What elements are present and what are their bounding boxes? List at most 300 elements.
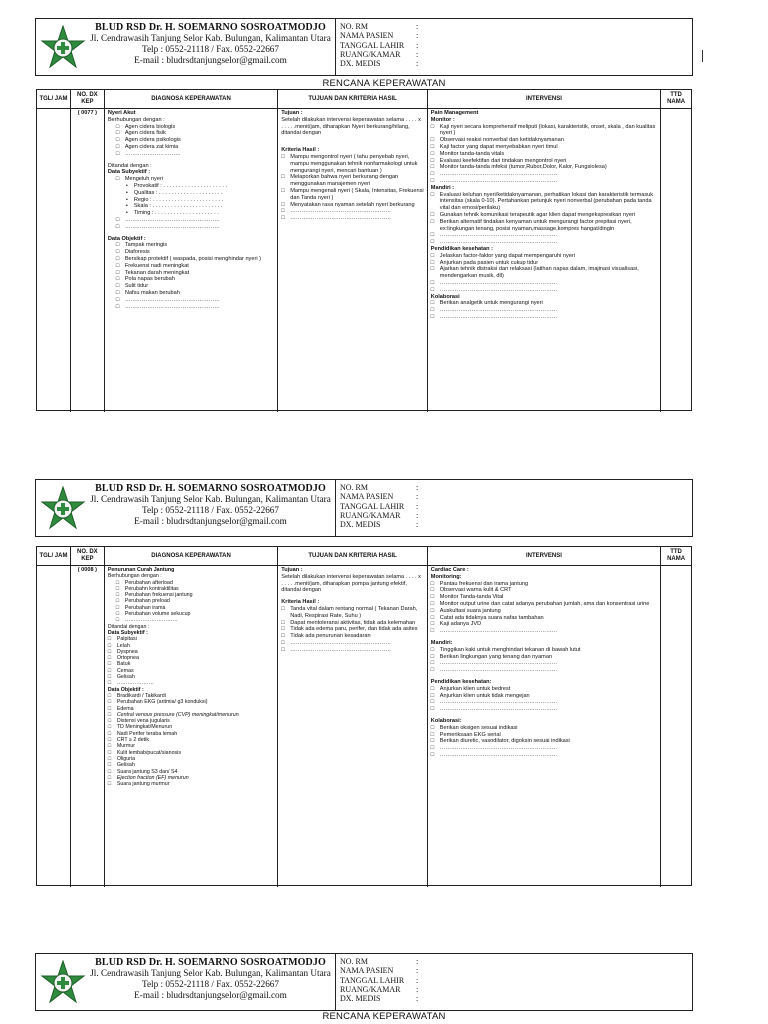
checkbox-label: Anjurkan klien untuk tidak mengejan [439,692,530,699]
checkbox-item[interactable] [431,752,657,759]
checkbox-icon[interactable]: □ [107,711,112,718]
bullet-icon: • [125,210,128,217]
checkbox-icon[interactable]: □ [107,667,112,674]
hospital-header-1 [35,18,693,76]
checkbox-label: Batuk [116,661,131,668]
checkbox-item[interactable] [431,745,657,752]
checkbox-label: ……………………………………………………… [439,232,558,239]
checkbox-icon[interactable]: □ [115,283,120,290]
checkbox-label: ……………………………………………………… [439,177,558,184]
checkbox-icon[interactable]: □ [115,137,120,144]
checkbox-item[interactable] [116,276,274,283]
education-list [431,253,657,294]
bullet-item [108,183,274,190]
checkbox-item[interactable] [108,781,274,787]
checkbox-label: Perubahan volume sekucup [124,611,191,618]
checkbox-icon[interactable]: □ [115,276,120,283]
checkbox-label: Nafsu makan berubah [124,289,180,296]
patient-info [336,480,692,536]
hospital-info [36,480,336,536]
checkbox-label: TD Meningkat/Menurun [116,724,173,731]
checkbox-icon[interactable]: □ [107,718,112,725]
checkbox-icon[interactable]: □ [115,303,120,310]
checkbox-label: ……………………………………………………… [439,171,558,178]
checkbox-icon[interactable]: □ [430,279,435,286]
checkbox-icon[interactable]: □ [430,157,435,164]
checkbox-icon[interactable]: □ [430,177,435,184]
col-tgl: TGL/ JAM [37,547,71,565]
checkbox-icon[interactable]: □ [115,176,120,183]
checkbox-label: Edema [116,705,134,712]
checkbox-item[interactable] [431,654,657,661]
patient-row: NO. RM : [340,22,419,31]
checkbox-item[interactable] [431,178,657,185]
hospital-info [36,19,336,75]
checkbox-icon[interactable]: □ [107,724,112,731]
checkbox-label: Jelaskan factor-faktor yang dapat mempengaruhi nyeri [439,252,576,259]
checkbox-item[interactable] [281,640,424,647]
checkbox-label: Kaji adanya JVD [439,621,482,628]
checkbox-label: ……………………………………………………… [439,751,558,758]
checkbox-label: Agen cidera zat kimia [124,143,179,150]
checkbox-icon[interactable]: □ [281,208,285,215]
checkbox-item[interactable] [431,137,657,144]
checkbox-icon[interactable]: □ [107,730,112,737]
objective-list [108,693,274,787]
checkbox-item[interactable] [116,290,274,297]
checkbox-item[interactable] [281,626,424,633]
checkbox-icon[interactable]: □ [430,731,435,738]
checkbox-item[interactable] [431,124,657,138]
checkbox-icon[interactable]: □ [430,667,435,674]
checkbox-icon[interactable]: □ [430,692,435,699]
checkbox-item[interactable] [431,615,657,622]
checkbox-item[interactable] [431,212,657,219]
checkbox-item[interactable] [281,174,424,188]
hospital-phone: Telp : 0552-21118 / Fax. 0552-22667 [142,505,279,515]
checkbox-item[interactable] [281,154,424,174]
checkbox-item[interactable] [116,242,274,249]
checkbox-icon[interactable]: □ [115,296,120,303]
checkbox-label: Kaji nyeri secara komprehensif meliputi (lokasi, karakteristik, onset, skala , dan kualitas nyeri ) [439,123,656,137]
checkbox-icon[interactable]: □ [107,661,112,668]
hospital-name: BLUD RSD Dr. H. SOEMARNO SOSROATMODJO [95,957,326,968]
checkbox-icon[interactable]: □ [430,211,435,218]
patient-row: NO. RM : [340,483,419,492]
checkbox-icon[interactable]: □ [115,262,120,269]
checkbox-label: Sulit tidur [124,283,149,290]
checkbox-icon[interactable]: □ [115,249,120,256]
checkbox-icon[interactable]: □ [430,252,435,259]
checkbox-icon[interactable]: □ [430,191,435,198]
checkbox-item[interactable] [431,164,657,171]
patient-row: NAMA PASIEN : [340,492,419,502]
checkbox-label: Tinggikan kaki untuk menghindari tekanan di bawah lutut [439,646,581,653]
checkbox-icon[interactable]: □ [115,216,120,223]
checkbox-item[interactable] [431,738,657,745]
col-nodx: NO. DX KEP [71,547,105,565]
checkbox-icon[interactable]: □ [281,605,285,612]
checkbox-item[interactable] [431,594,657,601]
hospital-phone: Telp : 0552-21118 / Fax. 0552-22667 [142,979,279,989]
bullet-item [108,197,274,204]
hospital-phone: Telp : 0552-21118 / Fax. 0552-22667 [142,44,279,54]
table-header [37,90,691,109]
checkbox-icon[interactable]: □ [281,619,285,626]
checkbox-item[interactable] [281,215,424,222]
checkbox-icon[interactable]: □ [430,607,435,614]
checkbox-label: ……………………………………………………… [439,699,558,706]
checkbox-icon[interactable]: □ [115,585,120,592]
patient-info [336,19,692,75]
subjective-list [108,636,274,686]
checkbox-icon[interactable]: □ [107,755,112,762]
checkbox-item[interactable] [431,587,657,594]
hospital-header-2 [35,479,693,537]
diagnosis-title: Nyeri Akut [107,110,136,116]
col-nodx: NO. DX KEP [71,90,105,108]
bullet-label: Regio : . . . . . . . . . . . . . . . . . . . . . . . [133,196,224,203]
checkbox-item[interactable] [116,144,274,151]
checkbox-icon[interactable]: □ [430,232,435,239]
checkbox-icon[interactable]: □ [107,762,112,769]
checkbox-item[interactable] [431,693,657,700]
checkbox-item[interactable] [431,725,657,732]
cell-intervensi: Cardiac Care : Monitoring: □ Pantau frekuensi dan irama jantung □ Observasi warna kulit & CRT □ Monitor Tanda-tanda Vital □ Monitor output urine dan catat adanya perubahan jumlah, ama dan konsentrasi urine □ Auskultasi suara jantung □ Catat ada tidaknya suara nafas tambahan □ Kaji adanya JVD □ ……………………………………………………… Mandiri: □ Tinggikan kaki untuk menghindari tekanan di bawah lutut □ Berikan lingkungan yang tenang dan nyaman □ ……………………………………………………… □ ……………………………………………………… Pendidikan kesehatan: □ Anjurkan klien untuk bedrest □ Anjurkan klien untuk tidak mengejan □ ……………………………………………………… □ ……………………………………………………… Kolaborasi: □ Berikan oksigen sesuai indikasi □ Pemeriksaan EKG serial □ Berikan diuretic, vasodilator, digoksin sesuai indikasi □ ……………………………………………………… □ ……………………………………………………… [428,566,661,887]
checkbox-item[interactable] [431,732,657,739]
checkbox-icon[interactable]: □ [107,705,112,712]
checkbox-item[interactable] [281,633,424,640]
checkbox-icon[interactable]: □ [430,751,435,758]
cell-tgl [37,109,71,412]
checkbox-icon[interactable]: □ [430,646,435,653]
checkbox-icon[interactable]: □ [107,642,112,649]
checkbox-icon[interactable]: □ [107,781,112,788]
mandiri-list [431,647,657,674]
checkbox-icon[interactable]: □ [430,266,435,273]
pqrst-list [108,183,274,217]
education-list [431,686,657,713]
checkbox-icon[interactable]: □ [430,300,435,307]
checkbox-item[interactable] [281,188,424,202]
checkbox-icon[interactable]: □ [281,174,285,181]
checkbox-item[interactable] [116,304,274,311]
checkbox-label: Perubahan irama [124,604,166,611]
objective-list [108,242,274,310]
checkbox-label: Tekanan darah meningkat [124,269,190,276]
checkbox-item[interactable] [431,239,657,246]
col-tujuan: TUJUAN DAN KRITERIA HASIL [278,90,428,108]
checkbox-label: Perubahan EKG (aritmia/ g3 konduksi) [116,699,208,706]
checkbox-item[interactable] [431,608,657,615]
col-intervensi: INTERVENSI [428,90,661,108]
checkbox-item[interactable] [431,699,657,706]
patient-row: RUANG/KAMAR : [340,984,419,994]
checkbox-item[interactable] [431,287,657,294]
checkbox-label: Suara jantung murmur [116,781,170,788]
checkbox-label: ……………………………………………… [290,208,391,215]
checkbox-item[interactable] [116,263,274,270]
checkbox-icon[interactable]: □ [430,313,435,320]
checkbox-item[interactable] [431,706,657,713]
checkbox-icon[interactable]: □ [281,187,285,194]
checkbox-icon[interactable]: □ [107,737,112,744]
checkbox-icon[interactable]: □ [107,743,112,750]
checkbox-item[interactable] [431,192,657,212]
hospital-email: E-mail : bludrsdtanjungselor@gmail.com [134,55,287,65]
checkbox-icon[interactable]: □ [281,626,285,633]
checkbox-icon[interactable]: □ [430,286,435,293]
checkbox-icon[interactable]: □ [115,604,120,611]
checkbox-label: Perubahan afterload [124,579,173,586]
checkbox-icon[interactable]: □ [430,164,435,171]
criteria-list [281,606,424,654]
checkbox-icon[interactable]: □ [430,594,435,601]
patient-row: NAMA PASIEN : [340,966,419,976]
checkbox-label: Ajarkan tehnik distraksi dan relaksasi (latihan napas dalam, imajinasi visualisasi, mendengarkan musik, dll) [439,266,639,280]
checkbox-item[interactable] [116,270,274,277]
checkbox-label: Pola napas berubah [124,276,175,283]
checkbox-item[interactable] [431,158,657,165]
checkbox-label: Ortopnea [116,655,139,662]
checkbox-item[interactable] [116,297,274,304]
mandiri-list [431,192,657,246]
checkbox-label: Melaporkan bahwa nyeri berkurang dengan menggunakan manajemen nyeri [290,174,399,188]
checkbox-icon[interactable]: □ [430,239,435,246]
checkbox-item[interactable] [116,249,274,256]
checkbox-item[interactable] [281,606,424,620]
checkbox-item[interactable] [431,300,657,307]
bullet-item [108,190,274,197]
checkbox-item[interactable]: □ Mengeluh nyeri [115,176,164,183]
checkbox-item[interactable] [116,283,274,290]
checkbox-icon[interactable]: □ [281,215,285,222]
checkbox-item[interactable] [431,232,657,239]
checkbox-item[interactable] [116,151,274,158]
col-tujuan: TUJUAN DAN KRITERIA HASIL [278,547,428,565]
checkbox-label: Anjurkan pada pasien untuk cukup tidur [439,259,539,266]
checkbox-label: Evaluasi keluhan nyeri/ketidaknyamanan, perhatikan lokasi dan karakteristik termasuk intensitas (skala 0-10). Pertahankan petunjuk nyeri nonverbal (perubahan pada tanda vital dan emosi/perilaku) [439,191,654,212]
checkbox-item[interactable] [116,124,274,131]
blank-list [108,217,274,231]
checkbox-icon[interactable]: □ [430,660,435,667]
checkbox-icon[interactable]: □ [115,143,120,150]
checkbox-icon[interactable]: □ [430,137,435,144]
checkbox-icon[interactable]: □ [430,587,435,594]
checkbox-item[interactable] [431,266,657,280]
checkbox-icon[interactable]: □ [430,580,435,587]
bullet-label: Timing : . . . . . . . . . . . . . . . . . . . . . [133,210,219,217]
collaboration-list [431,300,657,320]
checkbox-item[interactable] [116,217,274,224]
col-diagnosa: DIAGNOSA KEPERAWATAN [105,547,278,565]
checkbox-label: ……………………………………………………… [439,286,558,293]
checkbox-label: Perubahan preload [124,598,170,605]
checkbox-icon[interactable]: □ [115,617,120,624]
checkbox-label: Mampu mengontrol nyeri ( tahu penyebab nyeri, mampu menggunakan tehnik nonfarmakologi untuk mengurangi nyeri, mencari bantuan ) [290,153,418,174]
checkbox-icon[interactable]: □ [430,738,435,745]
cell-intervensi: Pain Management Monitor : □ Kaji nyeri secara komprehensif meliputi (lokasi, karakteristik, onset, skala , dan kualitas nyeri ) □ Observasi reaksi nonverbal dan ketidaknyamanan □ Kaji factor yang dapat menyebabkan nyeri timul □ Monitor tanda-tanda vitals □ Evaluasi keefektifan dari tindakan mengontrol nyeri □ Monitor tanda-tanda infeksi (tumor,Rubor,Dolor, Kalor, Fungsiolesa) □ ……………………………………………………… □ ……………………………………………………… Mandiri : □ Evaluasi keluhan nyeri/ketidaknyamanan, perhatikan lokasi dan karakteristik termasuk intensitas (skala 0-10). Pertahankan petunjuk nyeri nonverbal (perubahan pada tanda vital dan emosi/perilaku) □ Gunakan tehnik komunikasi terapeutik agar klien dapat mengekspresikan nyeri □ Berikan alternatif tindakan kenyaman untuk mengurangi factor prepitasi nyeri, ex:lingkungan tenang, posisi nyaman,massage,kompres hangat/dingin □ ……………………………………………………… □ ……………………………………………………… Pendidikan kesehatan : □ Jelaskan factor-faktor yang dapat mempengaruhi nyeri □ Anjurkan pada pasien untuk cukup tidur □ Ajarkan tehnik distraksi dan relaksasi (latihan napas dalam, imajinasi visualisasi, mendengarkan musik, dll) □ ……………………………………………………… □ ……………………………………………………… Kolaborasi □ Berikan analgetik untuk mengurangi nyeri □ ……………………………………………………… □ ……………………………………………………… [428,109,661,412]
checkbox-icon[interactable]: □ [107,774,112,781]
checkbox-label: …………………………………………… [124,303,220,310]
checkbox-icon[interactable]: □ [107,655,112,662]
checkbox-item[interactable] [431,280,657,287]
col-diagnosa: DIAGNOSA KEPERAWATAN [105,90,278,108]
checkbox-label: Diaforesis [124,249,150,256]
checkbox-item[interactable] [431,647,657,654]
hospital-name: BLUD RSD Dr. H. SOEMARNO SOSROATMODJO [95,483,326,494]
checkbox-icon[interactable]: □ [430,307,435,314]
checkbox-label: Berikan diuretic, vasodilator, digoksin sesuai indikasi [439,738,570,745]
checkbox-item[interactable] [431,314,657,321]
hospital-logo-icon [40,25,86,71]
checkbox-item[interactable] [431,628,657,635]
checkbox-icon[interactable]: □ [107,768,112,775]
checkbox-icon[interactable]: □ [430,628,435,635]
checkbox-label: Nadi Perifer teraba lemah [116,730,178,737]
checkbox-item[interactable] [431,601,657,608]
patient-row: TANGGAL LAHIR : [340,975,419,985]
checkbox-label: ……………………………………………………… [439,745,558,752]
checkbox-label: Ejection fraction (EF) menurun [116,774,189,781]
checkbox-icon[interactable]: □ [107,636,112,643]
checkbox-icon[interactable]: □ [430,143,435,150]
checkbox-item[interactable] [431,581,657,588]
checkbox-item[interactable] [281,208,424,215]
checkbox-icon[interactable]: □ [430,621,435,628]
patient-row: DX. MEDIS : [340,59,419,69]
checkbox-icon[interactable]: □ [115,255,120,262]
checkbox-icon[interactable]: □ [115,611,120,618]
hospital-address: Jl. Cendrawasih Tanjung Selor Kab. Bulungan, Kalimantan Utara [90,494,331,504]
checkbox-label: Berikan oksigen sesuai indikasi [439,724,518,731]
checkbox-label: Observasi warna kulit & CRT [439,587,512,594]
checkbox-icon[interactable]: □ [281,201,285,208]
patient-row: RUANG/KAMAR : [340,510,419,520]
checkbox-icon[interactable]: □ [115,242,120,249]
checkbox-icon[interactable]: □ [107,692,112,699]
checkbox-item[interactable] [281,620,424,627]
checkbox-icon[interactable]: □ [430,600,435,607]
checkbox-icon[interactable]: □ [281,639,285,646]
checkbox-label: Perubahn kontraktilitas [124,585,179,592]
document-title: RENCANA KEPERAWATAN [322,1011,446,1022]
cause-list [108,124,274,158]
checkbox-icon[interactable]: □ [107,674,112,681]
checkbox-icon[interactable]: □ [115,579,120,586]
checkbox-icon[interactable]: □ [107,648,112,655]
checkbox-icon[interactable]: □ [107,680,112,687]
checkbox-item[interactable] [431,660,657,667]
checkbox-icon[interactable]: □ [430,653,435,660]
patient-row: TANGGAL LAHIR : [340,501,419,511]
checkbox-icon[interactable]: □ [430,218,435,225]
checkbox-item[interactable] [431,219,657,233]
hospital-name: BLUD RSD Dr. H. SOEMARNO SOSROATMODJO [95,22,326,33]
checkbox-label: ……………………………………………………… [439,313,558,320]
checkbox-label: Gunakan tehnik komunikasi terapeutik agar klien dapat mengekspresikan nyeri [439,211,636,218]
hospital-header-3 [35,953,693,1011]
checkbox-icon[interactable]: □ [430,724,435,731]
checkbox-item[interactable] [281,202,424,209]
checkbox-item[interactable] [431,171,657,178]
checkbox-item[interactable] [431,151,657,158]
checkbox-icon[interactable]: □ [115,289,120,296]
checkbox-item[interactable] [431,144,657,151]
checkbox-item[interactable] [116,137,274,144]
checkbox-item[interactable] [116,256,274,263]
col-ttd: TTD NAMA [667,549,686,562]
checkbox-label: Menyatakan rasa nyaman setelah nyeri berkurang [290,201,415,208]
checkbox-label: Catat ada tidaknya suara nafas tambahan [439,614,544,621]
dx-code: ( 0008 ) [71,566,105,887]
checkbox-icon[interactable]: □ [430,150,435,157]
checkbox-label: Oliguria [116,755,136,762]
checkbox-label: Distensi vena jugularis [116,718,170,725]
checkbox-item[interactable] [431,667,657,674]
checkbox-item[interactable] [116,130,274,137]
monitor-list [431,124,657,185]
checkbox-icon[interactable]: □ [430,706,435,713]
margin-mark [702,50,703,62]
cause-list [108,580,274,624]
checkbox-icon[interactable]: □ [281,153,285,160]
checkbox-icon[interactable]: □ [430,685,435,692]
bullet-icon: • [125,189,128,196]
cell-ttd [661,109,691,412]
criteria-list [281,154,424,222]
checkbox-item[interactable] [431,621,657,628]
hospital-address: Jl. Cendrawasih Tanjung Selor Kab. Bulungan, Kalimantan Utara [90,968,331,978]
cell-diagnosa: Nyeri Akut Berhubungan dengan : □ Agen cidera biologis □ Agen cidera fisik □ Agen cidera psikologis □ Agen cidera zat kimia □ ………………………… Ditandai dengan : Data Subyektif : □ Mengeluh nyeri • Provokatif : . . . . . . . . . . . . . . . . . . . . . • Qualitas : . . . . . . . . . . . . . . . . . . . . . • Regio : . . . . . . . . . . . . . . . . . . . . . . . • Skala : . . . . . . . . . . . . . . . . . . . . . . . • Timing : . . . . . . . . . . . . . . . . . . . . . □ …………………………………………… □ …………………………………………… Data Objektif : □ Tampak meringis □ Diaforesis □ Bersikap protektif ( waspada, posisi menghindar nyeri ) □ Frekuensi nadi meningkat □ Tekanan darah meningkat □ Pola napas berubah □ Sulit tidur □ Nafsu makan berubah □ …………………………………………… □ …………………………………………… [105,109,278,412]
checkbox-icon[interactable]: □ [430,123,435,130]
bullet-icon: • [125,203,128,210]
checkbox-item[interactable] [431,260,657,267]
checkbox-icon[interactable]: □ [115,150,120,157]
checkbox-icon[interactable]: □ [430,699,435,706]
checkbox-item[interactable] [116,224,274,231]
checkbox-icon[interactable]: □ [115,123,120,130]
checkbox-label: Observasi reaksi nonverbal dan ketidaknyamanan [439,137,564,144]
checkbox-item[interactable] [431,253,657,260]
checkbox-label: Pemeriksaan EKG serial [439,731,501,738]
checkbox-icon[interactable]: □ [430,745,435,752]
checkbox-item[interactable] [281,647,424,654]
checkbox-icon[interactable]: □ [115,598,120,605]
table-header [37,547,691,566]
checkbox-icon[interactable]: □ [115,269,120,276]
checkbox-icon[interactable]: □ [115,223,120,230]
checkbox-icon[interactable]: □ [115,130,120,137]
checkbox-icon[interactable]: □ [281,646,285,653]
checkbox-icon[interactable]: □ [281,633,285,640]
checkbox-item[interactable] [431,686,657,693]
checkbox-icon[interactable]: □ [430,259,435,266]
patient-row: DX. MEDIS : [340,520,419,530]
checkbox-icon[interactable]: □ [107,699,112,706]
checkbox-icon[interactable]: □ [430,171,435,178]
checkbox-label: Berikan analgetik untuk mengurangi nyeri [439,300,543,307]
checkbox-item[interactable] [431,307,657,314]
patient-row: RUANG/KAMAR : [340,49,419,59]
checkbox-icon[interactable]: □ [430,614,435,621]
checkbox-label: ………………… [116,680,154,687]
checkbox-label: Frekuensi nadi meningkat [124,262,189,269]
checkbox-icon[interactable]: □ [107,749,112,756]
checkbox-icon[interactable]: □ [115,592,120,599]
cell-ttd [661,566,691,887]
checkbox-label: Tidak ada penurunan kesadaran [290,633,371,640]
